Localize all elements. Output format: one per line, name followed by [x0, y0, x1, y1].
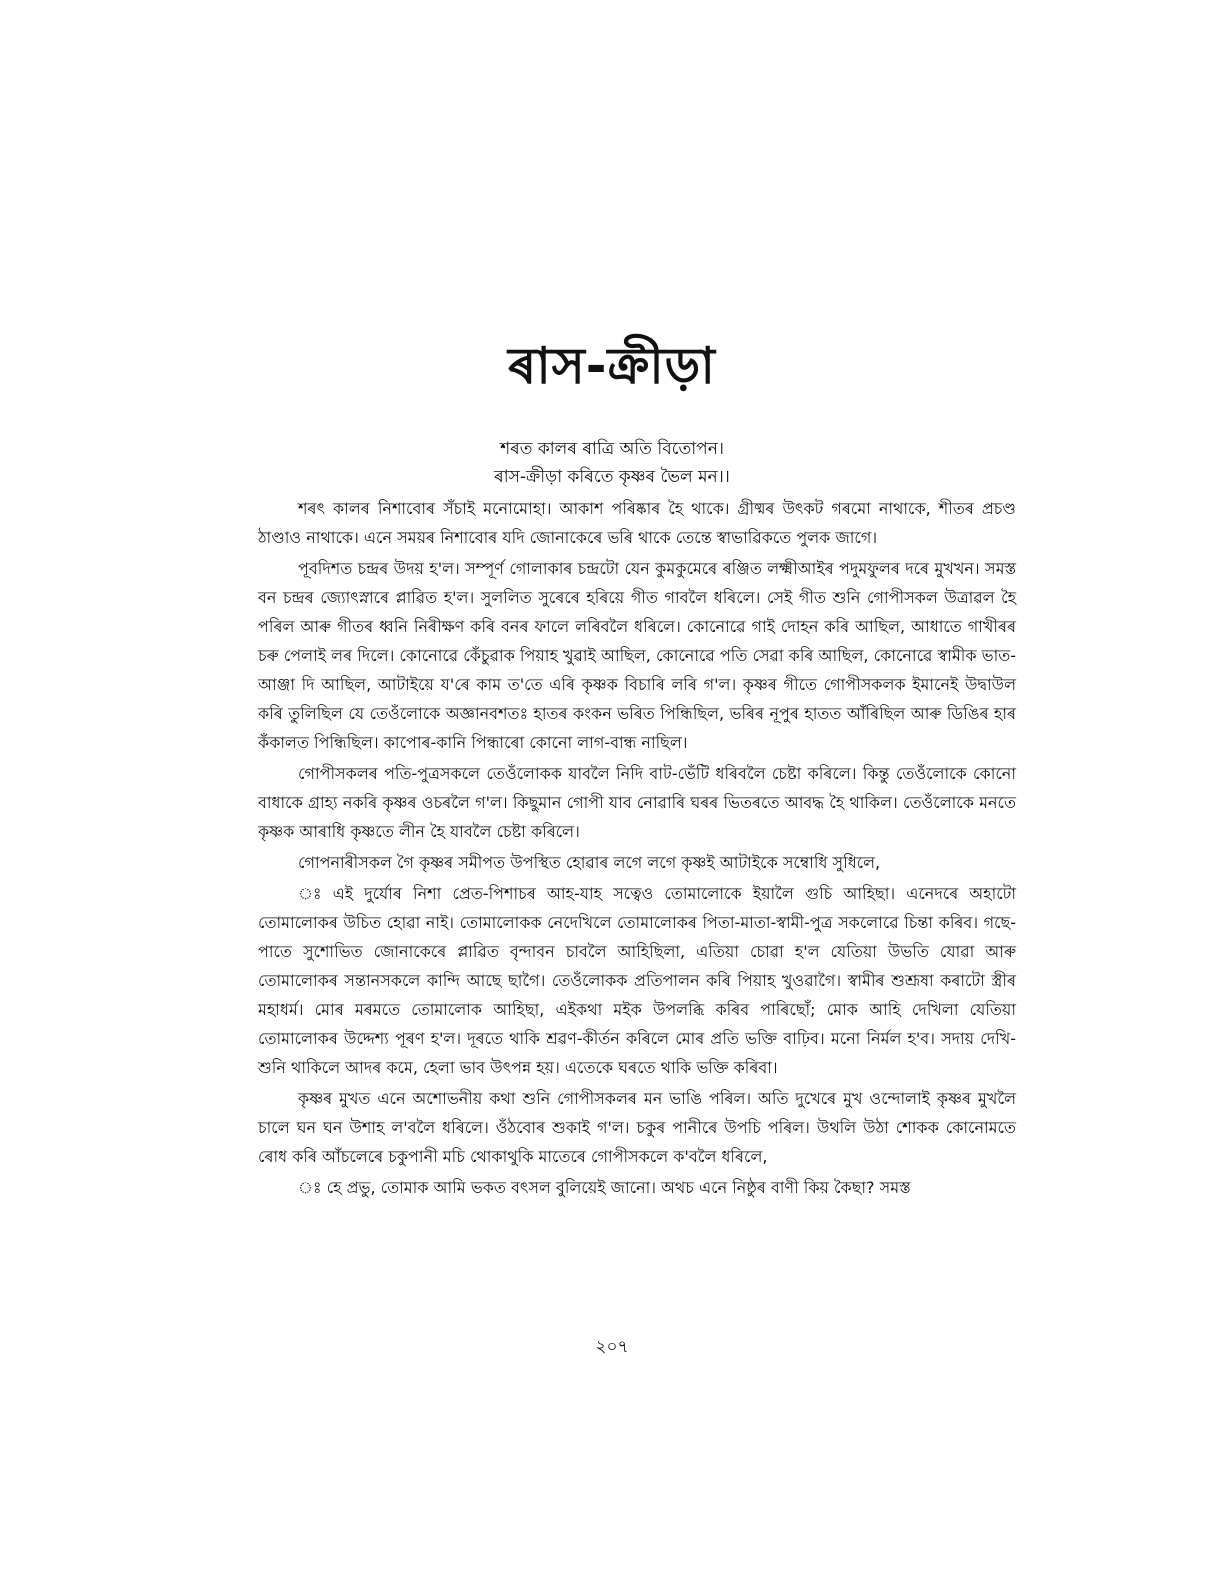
- verse-line-1: শৰত কালৰ ৰাত্ৰি অতি বিতোপন।: [500, 439, 724, 459]
- body-text: [258, 494, 1016, 1204]
- paragraph: গোপনাৰীসকল গৈ কৃষ্ণৰ সমীপত উপস্থিত হোৱাৰ লগে লগে কৃষ্ণই আটাইকে সম্বোধি সুধিলে,: [298, 853, 881, 872]
- paragraph: গোপীসকলৰ পতি-পুত্ৰসকলে তেওঁলোকক যাবলৈ নিদি বাট-ভেঁটি ধৰিবলৈ চেষ্টা কৰিলে। কিন্তু তেওঁলোকে কোনো বাধাকে গ্ৰাহ্য নকৰি কৃষ্ণৰ ওচৰলৈ গ'ল। কিছুমান গোপী যাব নোৱাৰি ঘৰৰ ভিতৰতে আবদ্ধ হৈ থাকিল। তেওঁলোকে মনতে কৃষ্ণক আৰাধি কৃষ্ণতে লীন হৈ যাবলৈ চেষ্টা কৰিলে।: [258, 764, 1016, 841]
- page-number: ২০৭: [595, 1337, 629, 1357]
- paragraph: পূবদিশত চন্দ্ৰৰ উদয় হ'ল। সম্পূৰ্ণ গোলাকাৰ চন্দ্ৰটো যেন কুমকুমেৰে ৰঞ্জিত লক্ষ্মীআইৰ পদুমফুলৰ দৰে মুখখন। সমস্ত বন চন্দ্ৰৰ জ্যোৎস্নাৰে প্লাৱিত হ'ল। সুললিত সুৰেৰে হৰিয়ে গীত গাবলৈ ধৰিলে। সেই গীত শুনি গোপীসকল উত্ৰাৱল হৈ পৰিল আৰু গীতৰ ধ্বনি নিৰীক্ষণ কৰি বনৰ ফালে লৰিবলৈ ধৰিলে। কোনোৱে গাই দোহন কৰি আছিল, আধাতে গাখীৰৰ চৰু পেলাই লৰ দিলে। কোনোৱে কেঁচুৱাক পিয়াহ খুৱাই আছিল, কোনোৱে পতি সেৱা কৰি আছিল, কোনোৱে স্বামীক ভাত-আঞ্জা দি আছিল, আটাইয়ে য'ৰে কাম ত'তে এৰি কৃষ্ণক বিচাৰি লৰি গ'ল। কৃষ্ণৰ গীতে গোপীসকলক ইমানেই উদ্বাউল কৰি তুলিছিল যে তেওঁলোকে অজ্ঞানবশতঃ হাতৰ কংকন ভৰিত পিন্ধিছিল, ভৰিৰ নূপুৰ হাতত আঁৰিছিল আৰু ডিঙিৰ হাৰ কঁকালত পিন্ধিছিল। কাপোৰ-কানি পিন্ধাৰো কোনো লাগ-বান্ধ নাছিল।: [258, 559, 1016, 752]
- verse-line-2: ৰাস-ক্ৰীড়া কৰিতে কৃষ্ণৰ ভৈল মন।।: [494, 467, 730, 487]
- paragraph: ঃ হে প্ৰভু, তোমাক আমি ভকত বৎসল বুলিয়েই জানো। অথচ এনে নিষ্ঠুৰ বাণী কিয় কৈছা? সমস্ত: [298, 1178, 911, 1197]
- paragraph: শৰৎ কালৰ নিশাবোৰ সঁচাই মনোমোহা। আকাশ পৰিষ্কাৰ হৈ থাকে। গ্ৰীষ্মৰ উৎকট গৰমো নাথাকে, শীতৰ প্ৰচণ্ড ঠাণ্ডাও নাথাকে। এনে সময়ৰ নিশাবোৰ যদি জোনাকেৰে ভৰি থাকে তেন্তে স্বাভাৱিকতে পুলক জাগে।: [258, 499, 1016, 547]
- chapter-title: ৰাস-ক্ৰীড়া: [508, 337, 716, 395]
- paragraph: কৃষ্ণৰ মুখত এনে অশোভনীয় কথা শুনি গোপীসকলৰ মন ভাঙি পৰিল। অতি দুখেৰে মুখ ওন্দোলাই কৃষ্ণৰ মুখলৈ চালে ঘন ঘন উশাহ ল'বলৈ ধৰিলে। ওঁঠবোৰ শুকাই গ'ল। চকুৰ পানীৰে উপচি পৰিল। উথলি উঠা শোকক কোনোমতে ৰোধ কৰি আঁচলেৰে চকুপানী মচি থোকাথুকি মাতেৰে গোপীসকলে ক'বলৈ ধৰিলে,: [258, 1089, 1016, 1166]
- paragraph: ঃ এই দুৰ্যোৰ নিশা প্ৰেত-পিশাচৰ আহ-যাহ সত্বেও তোমালোকে ইয়ালৈ গুচি আহিছা। এনেদৰে অহাটো তোমালোকৰ উচিত হোৱা নাই। তোমালোকক নেদেখিলে তোমালোকৰ পিতা-মাতা-স্বামী-পুত্ৰ সকলোৱে চিন্তা কৰিব। গছে-পাতে সুশোভিত জোনাকেৰে প্লাৱিত বৃন্দাবন চাবলৈ আহিছিলা, এতিয়া চোৱা হ'ল যেতিয়া উভতি যোৱা আৰু তোমালোকৰ সন্তানসকলে কান্দি আছে ছাগৈ। তেওঁলোকক প্ৰতিপালন কৰি পিয়াহ খুওৱাগৈ। স্বামীৰ শুশ্ৰূষা কৰাটো স্ত্ৰীৰ মহাধৰ্ম। মোৰ মৰমতে তোমালোক আহিছা, এইকথা মইক উপলব্ধি কৰিব পাৰিছোঁ; মোক আহি দেখিলা যেতিয়া তোমালোকৰ উদ্দেশ্য পূৰণ হ'ল। দূৰতে থাকি শ্ৰৱণ-কীৰ্তন কৰিলে মোৰ প্ৰতি ভক্তি বাঢ়িব। মনো নিৰ্মল হ'ব। সদায় দেখি-শুনি থাকিলে আদৰ কমে, হেলা ভাব উৎপন্ন হয়। এতেকে ঘৰতে থাকি ভক্তি কৰিবা।: [258, 884, 1016, 1077]
